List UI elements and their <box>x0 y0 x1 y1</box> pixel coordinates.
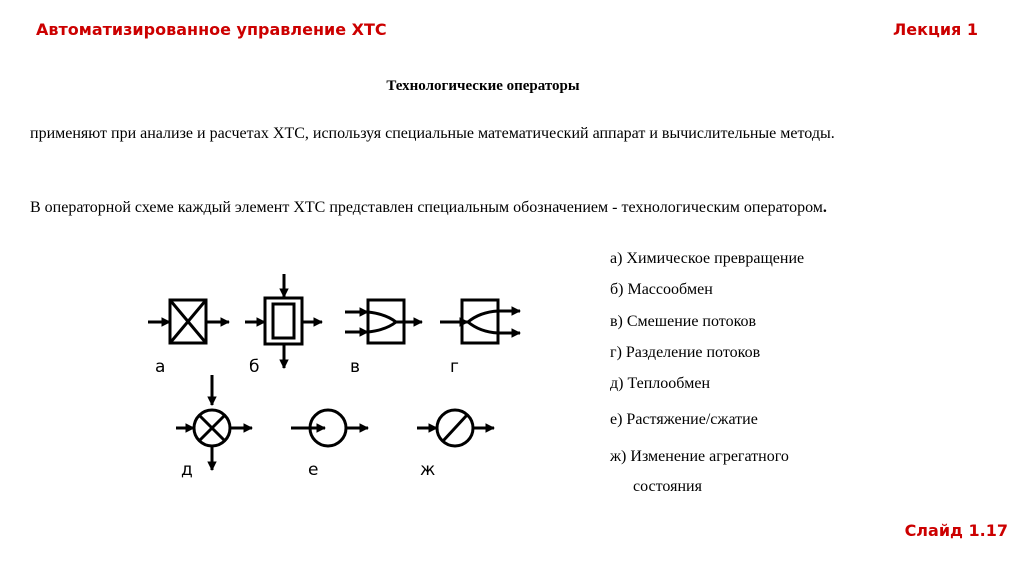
lecture-label: Лекция 1 <box>892 20 978 39</box>
legend-item-zh: ж) Изменение агрегатного <box>610 448 789 465</box>
paragraph-operator-scheme-text: В операторной схеме каждый элемент ХТС представлен специальным обозначением - технологическим оператором <box>30 199 823 216</box>
operator-g-symbol <box>440 300 520 343</box>
operator-d-label: д <box>181 460 193 480</box>
legend-item-b: б) Массообмен <box>610 281 713 298</box>
operator-e-symbol <box>291 410 368 446</box>
legend-item-v: в) Смешение потоков <box>610 313 757 330</box>
operator-v-label: в <box>350 357 361 377</box>
operator-v-symbol <box>345 300 422 343</box>
legend-item-zh-continuation: состояния <box>633 478 702 495</box>
paragraph-operator-scheme-period: . <box>822 199 827 216</box>
operator-b-symbol <box>245 274 322 368</box>
legend-item-d: д) Теплообмен <box>610 375 711 392</box>
legend-item-e: е) Растяжение/сжатие <box>610 411 758 428</box>
operator-zh-symbol <box>417 410 494 446</box>
operator-d-symbol <box>176 375 252 470</box>
header-title: Автоматизированное управление ХТС <box>36 20 387 39</box>
slide-title: Технологические операторы <box>386 78 580 94</box>
operator-zh-label: ж <box>420 460 436 480</box>
paragraph-operators-usage: применяют при анализе и расчетах ХТС, используя специальные математический аппарат и вычислительные методы. <box>30 125 835 142</box>
legend-item-a: а) Химическое превращение <box>610 250 805 267</box>
operator-g-label: г <box>450 357 459 377</box>
operator-b-label: б <box>249 357 260 377</box>
operator-e-label: е <box>308 460 319 480</box>
legend-item-g: г) Разделение потоков <box>610 344 761 361</box>
operator-a-label: а <box>155 357 166 377</box>
operator-a-symbol <box>148 300 229 343</box>
slide-number: Слайд 1.17 <box>904 521 1008 540</box>
